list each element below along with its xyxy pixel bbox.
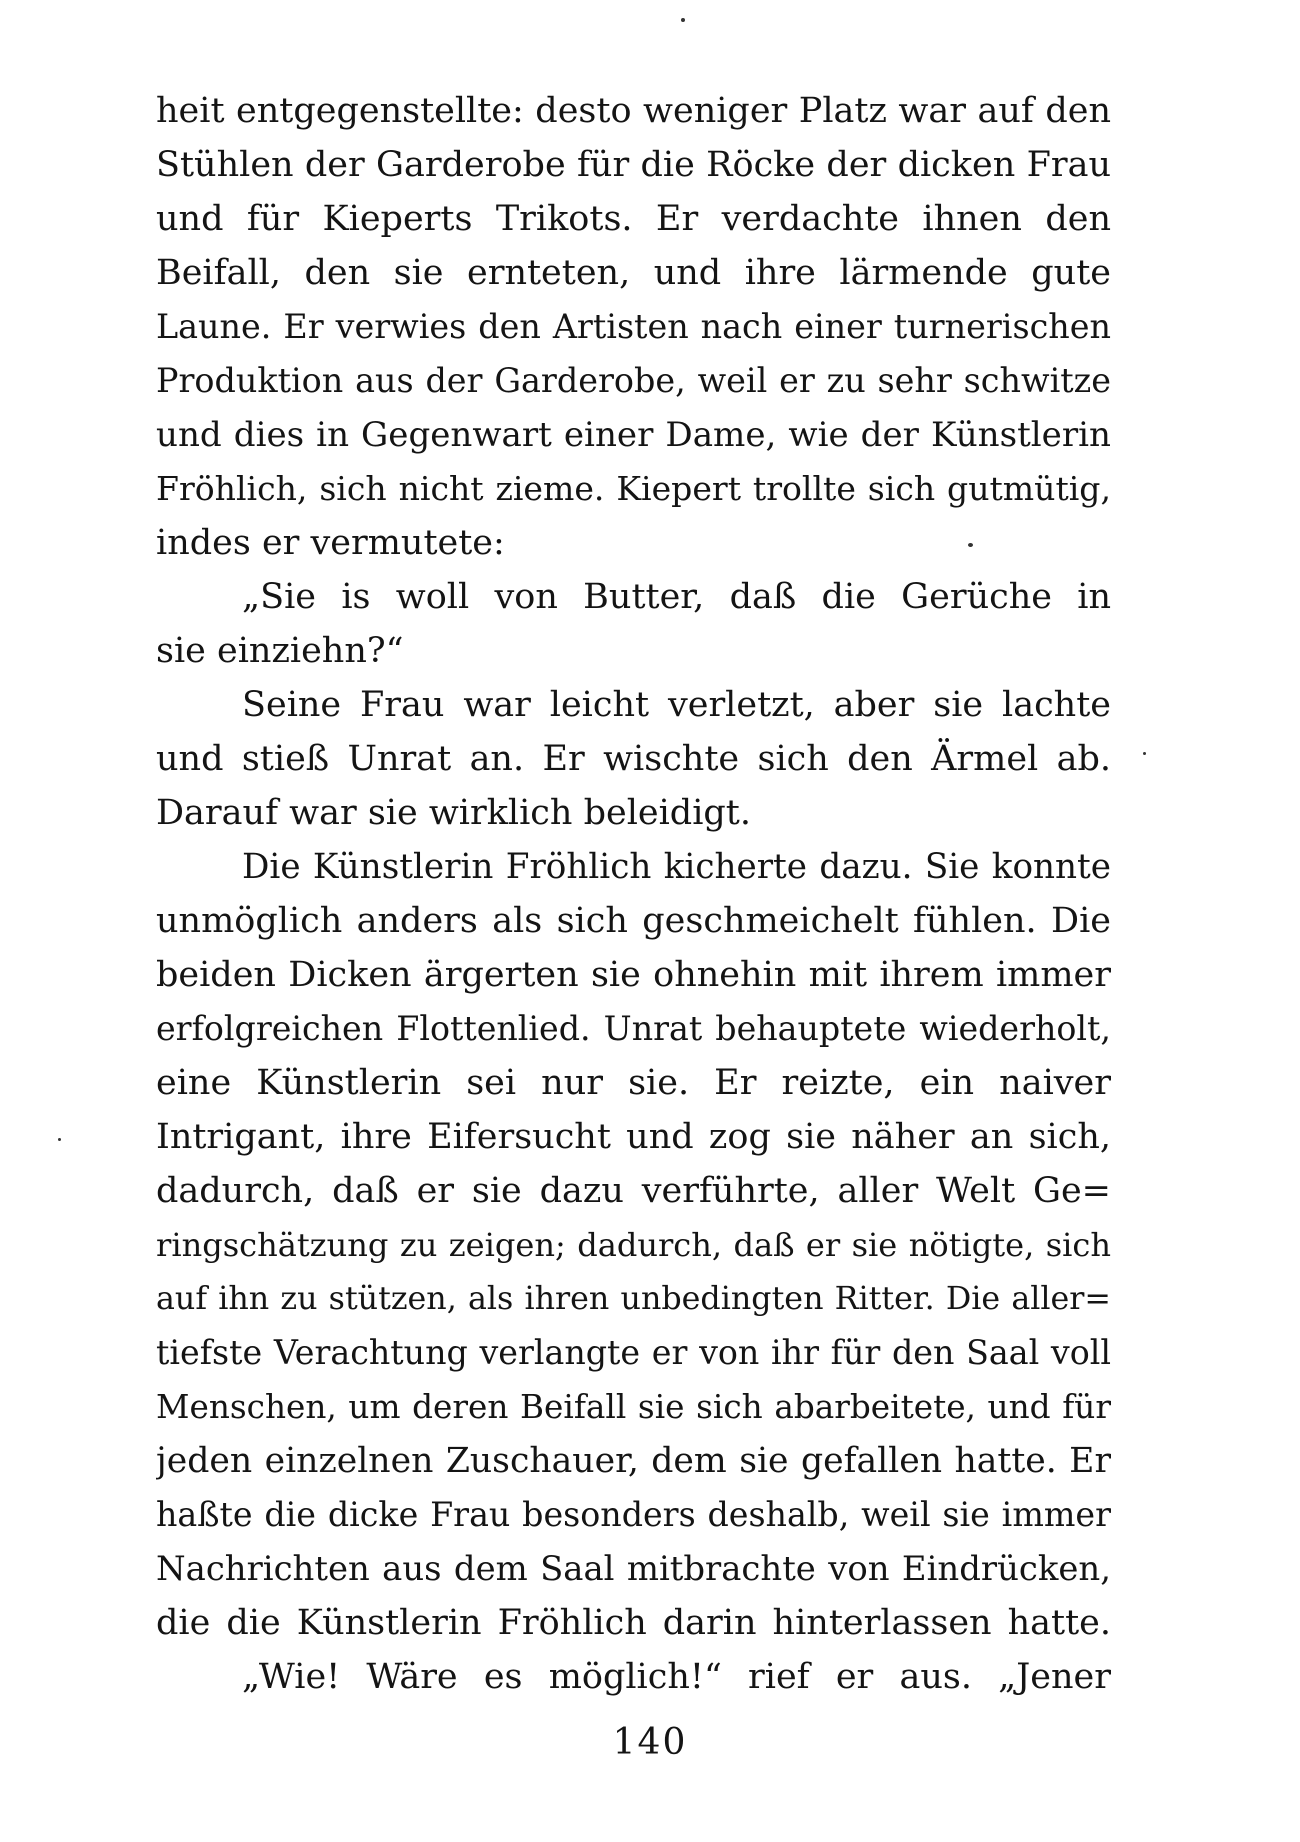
text-line: „Wie! Wäre es möglich!“ rief er aus. „Jener [242,1657,1111,1697]
text-line: Beifall, den sie ernteten, und ihre lärmende gute [156,253,1111,293]
text-line: tiefste Verachtung verlangte er von ihr für den Saal voll [156,1333,1111,1372]
text-line: Die Künstlerin Fröhlich kicherte dazu. Sie konnte [242,847,1111,887]
print-speck [681,18,685,22]
text-line: dadurch, daß er sie dazu verführte, aller Welt Ge= [156,1171,1111,1211]
text-line: Stühlen der Garderobe für die Röcke der dicken Frau [156,145,1111,185]
page-number: 140 [612,1722,688,1763]
text-line: Fröhlich, sich nicht zieme. Kiepert trollte sich gutmütig, [156,469,1111,508]
print-speck [58,1138,61,1141]
text-line: Darauf war sie wirklich beleidigt. [156,793,751,833]
text-line: jeden einzelnen Zuschauer, dem sie gefallen hatte. Er [156,1441,1111,1481]
text-line: Produktion aus der Garderobe, weil er zu sehr schwitze [156,361,1111,400]
text-line: eine Künstlerin sei nur sie. Er reizte, ein naiver [156,1063,1111,1103]
text-line: Laune. Er verwies den Artisten nach einer turnerischen [156,307,1111,346]
text-line: die die Künstlerin Fröhlich darin hinterlassen hatte. [156,1603,1111,1643]
text-line: und für Kieperts Trikots. Er verdachte ihnen den [156,199,1111,239]
text-line: beiden Dicken ärgerten sie ohnehin mit ihrem immer [156,955,1111,995]
text-line: und dies in Gegenwart einer Dame, wie der Künstlerin [156,415,1111,455]
text-line: unmöglich anders als sich geschmeichelt fühlen. Die [156,901,1111,941]
body-text [156,84,1111,1704]
text-line: Menschen, um deren Beifall sie sich abarbeitete, und für [156,1388,1111,1426]
text-line: „Sie is woll von Butter, daß die Gerüche in [242,577,1111,617]
text-line: Seine Frau war leicht verletzt, aber sie lachte [242,685,1111,725]
text-line: haßte die dicke Frau besonders deshalb, weil sie immer [156,1495,1111,1534]
text-line: heit entgegenstellte: desto weniger Platz war auf den [156,91,1111,131]
text-line: Nachrichten aus dem Saal mitbrachte von Eindrücken, [156,1549,1111,1588]
text-line: indes er vermutete: [156,523,505,563]
print-speck [968,543,973,547]
text-line: erfolgreichen Flottenlied. Unrat behauptete wiederholt, [156,1009,1111,1048]
text-line: Intrigant, ihre Eifersucht und zog sie näher an sich, [156,1117,1111,1157]
text-line: auf ihn zu stützen, als ihren unbedingten Ritter. Die aller= [156,1281,1111,1317]
text-line: ringschätzung zu zeigen; dadurch, daß er sie nötigte, sich [156,1226,1111,1264]
print-speck [1143,752,1146,755]
text-line: und stieß Unrat an. Er wischte sich den Ärmel ab. [156,739,1111,779]
text-line: sie einziehn?“ [156,631,404,671]
